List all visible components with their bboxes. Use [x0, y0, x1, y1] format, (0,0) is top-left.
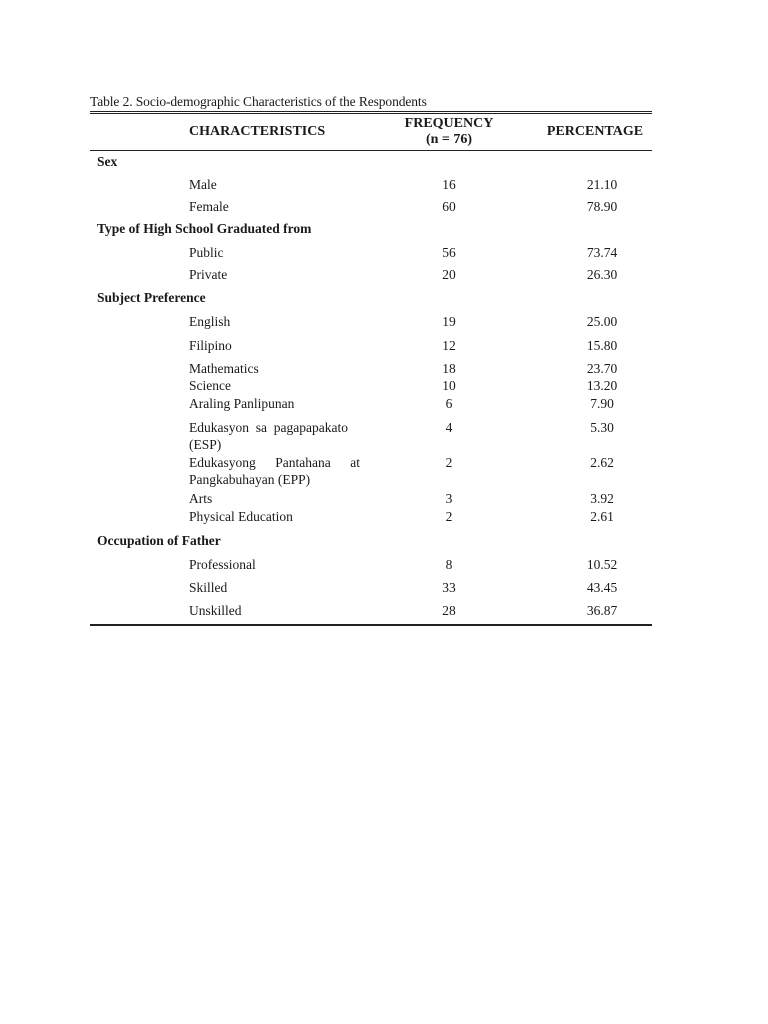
row-frequency: 12: [442, 338, 456, 353]
row-percentage: 5.30: [590, 420, 614, 435]
row-item: Edukasyong Pantahana at Pangkabuhayan (EPP): [189, 455, 360, 487]
group-label: Sex: [97, 154, 118, 169]
row-percentage: 15.80: [586, 338, 618, 353]
row-item: Unskilled: [189, 603, 242, 618]
row-percentage: 26.30: [586, 267, 618, 282]
header-frequency-n: (n = 76): [425, 132, 473, 147]
row-item: Private: [189, 267, 228, 282]
row-percentage: 2.61: [590, 509, 614, 524]
header-frequency: [360, 114, 538, 151]
header-characteristics: [90, 114, 360, 151]
row-percentage: 23.70: [586, 361, 618, 376]
table-row: [90, 454, 652, 490]
header-row: [90, 114, 652, 151]
row-item: English: [189, 314, 231, 329]
row-frequency: 10: [442, 378, 456, 393]
table-row: [90, 554, 652, 577]
table-row: [90, 490, 652, 508]
socio-demographic-table: [90, 114, 652, 624]
table-header: [90, 114, 652, 151]
row-percentage: 10.52: [586, 557, 618, 572]
table-row: [90, 395, 652, 418]
group-row-occupation-of-father: [90, 530, 652, 554]
row-percentage: 25.00: [586, 314, 618, 329]
row-frequency: 60: [442, 199, 456, 214]
table-row: [90, 241, 652, 264]
row-percentage: 36.87: [586, 603, 618, 618]
table-row: [90, 357, 652, 377]
row-item: Araling Panlipunan: [189, 396, 295, 411]
table-row: [90, 334, 652, 357]
table-body: [90, 151, 652, 625]
row-percentage: 78.90: [586, 199, 618, 214]
row-frequency: 16: [442, 177, 456, 192]
header-percentage-label: PERCENTAGE: [546, 124, 644, 139]
table-row: [90, 196, 652, 218]
group-row-sex: [90, 151, 652, 174]
row-item: Arts: [189, 491, 213, 506]
row-item: Edukasyon sa pagapapakato (ESP): [189, 420, 348, 452]
group-label: Subject Preference: [97, 290, 206, 305]
socio-demographic-table-container: [90, 94, 652, 626]
row-frequency: 6: [445, 396, 453, 411]
row-item: Female: [189, 199, 229, 214]
group-label: Occupation of Father: [97, 533, 221, 548]
row-frequency: 33: [442, 580, 456, 595]
row-item: Male: [189, 177, 217, 192]
table-row: [90, 264, 652, 287]
row-percentage: 3.92: [590, 491, 614, 506]
table-row: [90, 600, 652, 624]
row-frequency: 19: [442, 314, 456, 329]
header-percentage: [538, 114, 652, 151]
row-item: Mathematics: [189, 361, 259, 376]
row-frequency: 2: [445, 455, 453, 470]
row-frequency: 20: [442, 267, 456, 282]
group-row-high-school-type: [90, 218, 652, 241]
table-row: [90, 508, 652, 530]
bottom-rule: [90, 624, 652, 626]
table-row: [90, 577, 652, 600]
row-frequency: 2: [445, 509, 453, 524]
header-frequency-label: FREQUENCY: [404, 116, 494, 131]
row-item: Filipino: [189, 338, 232, 353]
row-percentage: 13.20: [586, 378, 618, 393]
row-item: Professional: [189, 557, 256, 572]
row-percentage: 2.62: [590, 455, 614, 470]
group-label: Type of High School Graduated from: [97, 221, 312, 236]
row-item: Skilled: [189, 580, 228, 595]
table-row: [90, 310, 652, 334]
row-percentage: 7.90: [590, 396, 614, 411]
group-row-subject-preference: [90, 287, 652, 310]
header-characteristics-label: CHARACTERISTICS: [189, 124, 326, 139]
row-frequency: 8: [445, 557, 453, 572]
table-row: [90, 377, 652, 395]
row-percentage: 73.74: [586, 245, 618, 260]
row-frequency: 4: [445, 420, 453, 435]
row-item: Physical Education: [189, 509, 293, 524]
row-frequency: 3: [445, 491, 453, 506]
table-caption: Table 2. Socio-demographic Characteristics of the Respondents: [90, 94, 427, 109]
row-frequency: 28: [442, 603, 456, 618]
row-item: Public: [189, 245, 224, 260]
row-frequency: 18: [442, 361, 456, 376]
row-item: Science: [189, 378, 231, 393]
row-percentage: 21.10: [586, 177, 618, 192]
row-percentage: 43.45: [586, 580, 618, 595]
row-frequency: 56: [442, 245, 456, 260]
table-row: [90, 173, 652, 196]
table-row: [90, 418, 652, 454]
